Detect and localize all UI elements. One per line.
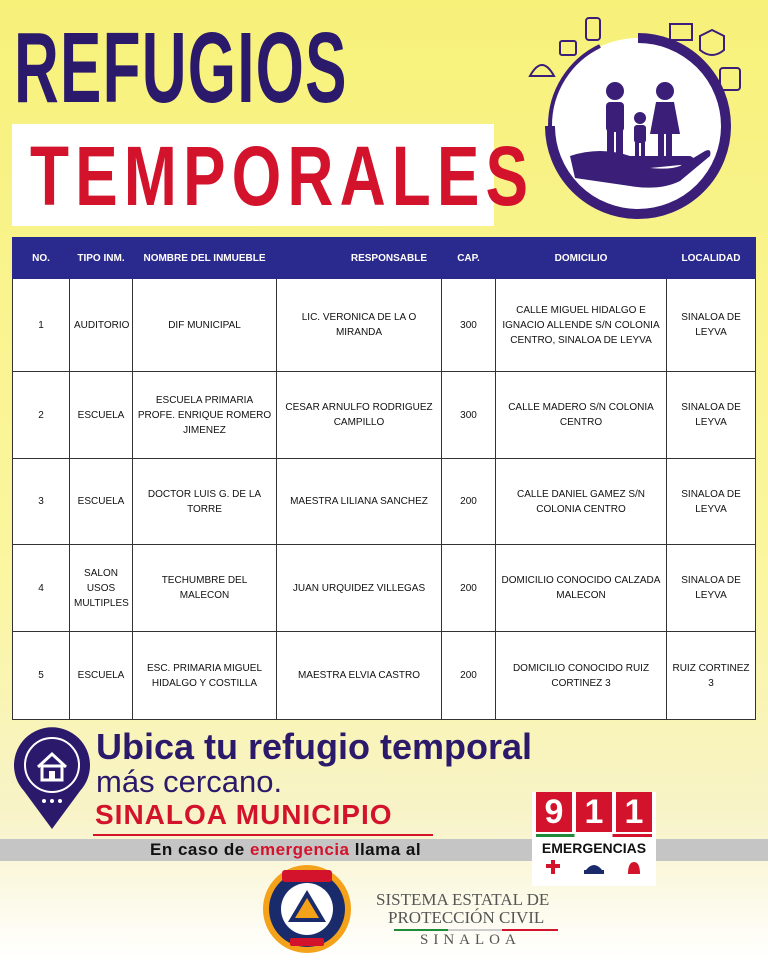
cell-cap: 200 <box>442 459 496 545</box>
cell-tipo: AUDITORIO <box>70 279 133 372</box>
cell-localidad: SINALOA DE LEYVA <box>667 372 756 459</box>
cell-tipo: ESCUELA <box>70 632 133 720</box>
police-cap-icon <box>584 865 604 874</box>
cell-nombre: ESCUELA PRIMARIA PROFE. ENRIQUE ROMERO JIMENEZ <box>133 372 277 459</box>
cell-localidad: SINALOA DE LEYVA <box>667 545 756 632</box>
emergency-911-badge <box>532 792 656 886</box>
header-responsable: RESPONSABLE <box>277 238 442 279</box>
title-temporales: TEMPORALES <box>30 129 535 223</box>
cell-no: 4 <box>13 545 70 632</box>
cell-cap: 200 <box>442 545 496 632</box>
cell-nombre: DIF MUNICIPAL <box>133 279 277 372</box>
cell-no: 2 <box>13 372 70 459</box>
system-line1: SISTEMA ESTATAL DE <box>376 890 550 909</box>
table-row <box>13 279 756 372</box>
cell-tipo: SALON USOS MULTIPLES <box>70 545 133 632</box>
cell-responsable: CESAR ARNULFO RODRIGUEZ CAMPILLO <box>277 372 442 459</box>
header-domicilio: DOMICILIO <box>496 238 667 279</box>
cell-domicilio: DOMICILIO CONOCIDO RUIZ CORTINEZ 3 <box>496 632 667 720</box>
header-tipo: TIPO INM. <box>70 238 133 279</box>
cell-responsable: JUAN URQUIDEZ VILLEGAS <box>277 545 442 632</box>
title-refugios: REFUGIOS <box>14 12 348 124</box>
emergency-suffix: llama al <box>354 840 422 859</box>
system-line3: SINALOA <box>420 932 521 948</box>
digit-9: 9 <box>536 792 572 832</box>
table-row <box>13 545 756 632</box>
header-no: NO. <box>13 238 70 279</box>
header-nombre: NOMBRE DEL INMUEBLE <box>133 238 277 279</box>
cell-no: 3 <box>13 459 70 545</box>
cell-domicilio: CALLE DANIEL GAMEZ S/N COLONIA CENTRO <box>496 459 667 545</box>
cell-cap: 300 <box>442 372 496 459</box>
cell-tipo: ESCUELA <box>70 372 133 459</box>
cell-domicilio: CALLE MADERO S/N COLONIA CENTRO <box>496 372 667 459</box>
cell-localidad: SINALOA DE LEYVA <box>667 279 756 372</box>
table-row <box>13 632 756 720</box>
cell-localidad: RUIZ CORTINEZ 3 <box>667 632 756 720</box>
system-line2: PROTECCIÓN CIVIL <box>388 908 545 927</box>
cell-domicilio: CALLE MIGUEL HIDALGO E IGNACIO ALLENDE S/N COLONIA CENTRO, SINALOA DE LEYVA <box>496 279 667 372</box>
cell-responsable: MAESTRA ELVIA CASTRO <box>277 632 442 720</box>
cell-domicilio: DOMICILIO CONOCIDO CALZADA MALECON <box>496 545 667 632</box>
emergencias-label: EMERGENCIAS <box>541 840 647 856</box>
house-pin-icon <box>12 725 92 831</box>
cell-responsable: LIC. VERONICA DE LA O MIRANDA <box>277 279 442 372</box>
cta-line2: más cercano. <box>96 764 283 799</box>
cta-line1: Ubica tu refugio temporal <box>96 726 533 767</box>
cell-responsable: MAESTRA LILIANA SANCHEZ <box>277 459 442 545</box>
municipality-label: SINALOA MUNICIPIO <box>95 799 393 830</box>
header-localidad: LOCALIDAD <box>667 238 756 279</box>
service-icons <box>536 860 652 882</box>
digit-1b: 1 <box>616 792 652 832</box>
header-cap: CAP. <box>442 238 496 279</box>
shelters-table <box>12 237 756 720</box>
ambulance-cross-icon <box>546 860 560 874</box>
cell-tipo: ESCUELA <box>70 459 133 545</box>
digit-1: 1 <box>576 792 612 832</box>
flag-divider <box>394 929 558 931</box>
cell-cap: 300 <box>442 279 496 372</box>
table-row <box>13 372 756 459</box>
emergency-text <box>150 839 421 861</box>
cell-no: 1 <box>13 279 70 372</box>
flag-stripe <box>536 834 652 837</box>
emergency-prefix: En caso de <box>150 840 245 859</box>
cell-nombre: TECHUMBRE DEL MALECON <box>133 545 277 632</box>
cell-nombre: DOCTOR LUIS G. DE LA TORRE <box>133 459 277 545</box>
proteccion-civil-seal <box>262 864 352 954</box>
cell-nombre: ESC. PRIMARIA MIGUEL HIDALGO Y COSTILLA <box>133 632 277 720</box>
table-row <box>13 459 756 545</box>
table-header-row <box>13 238 756 279</box>
cell-cap: 200 <box>442 632 496 720</box>
cell-no: 5 <box>13 632 70 720</box>
fire-bell-icon <box>628 862 640 874</box>
cell-localidad: SINALOA DE LEYVA <box>667 459 756 545</box>
municipality-underline <box>93 834 433 836</box>
family-hand-icon <box>520 6 764 232</box>
emergency-highlight: emergencia <box>250 840 350 859</box>
